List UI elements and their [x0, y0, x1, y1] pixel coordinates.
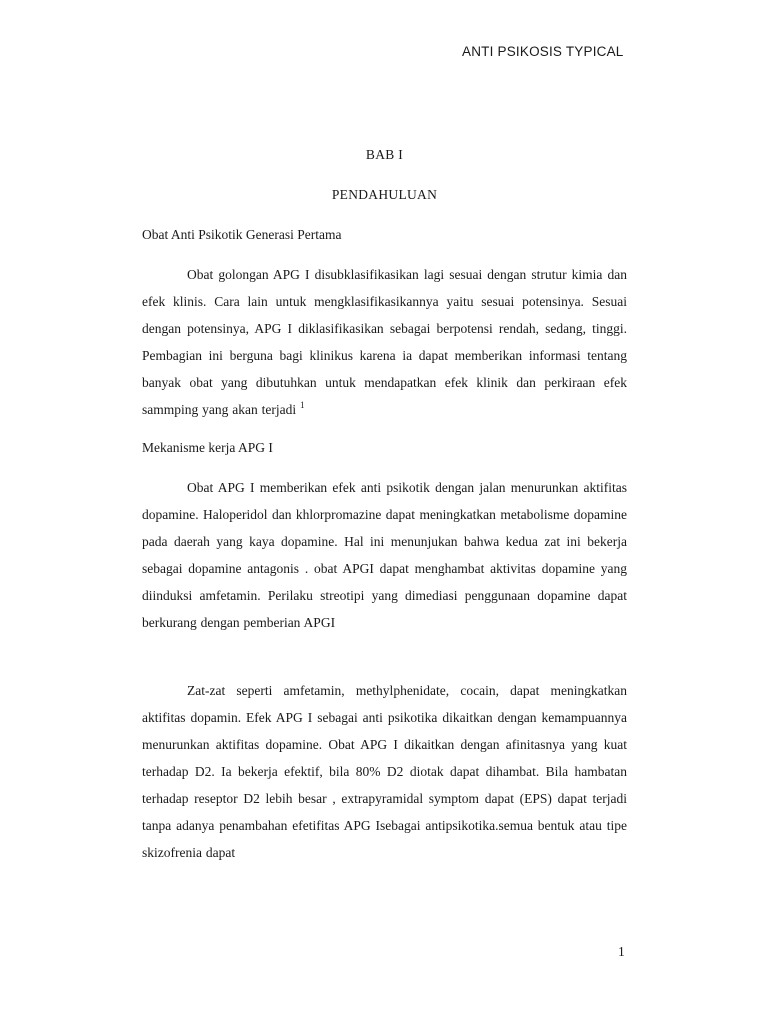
paragraph-classification — [142, 261, 627, 423]
section-heading-apg1: Obat Anti Psikotik Generasi Pertama — [142, 227, 342, 242]
chapter-title: PENDAHULUAN — [331, 187, 438, 202]
paragraph-text: Obat golongan APG I disubklasifikasikan lagi sesuai dengan strutur kimia dan efek klinis. Cara lain untuk mengklasifikasikannya yaitu sesuai potensinya. Sesuai dengan potensinya, APG I diklasifikasikan sebagai berpotensi rendah, sedang, tinggi. Pembagian ini berguna bagi klinikus karena ia dapat memberikan informasi tentang banyak obat yang dibutuhkan untuk mendapatkan efek klinik dan perkiraan efek sammping yang akan terjadi — [142, 267, 627, 417]
paragraph-mechanism: Obat APG I memberikan efek anti psikotik dengan jalan menurunkan aktifitas dopamine. Haloperidol dan khlorpromazine dapat meningkatkan metabolisme dopamine pada daerah yang kaya dopamine. Hal ini menunjukan bahwa kedua zat ini bekerja sebagai dopamine antagonis . obat APGI dapat menghambat aktivitas dopamine yang diinduksi amfetamin. Perilaku streotipi yang dimediasi penggunaan dopamine dapat berkurang dengan pemberian APGI — [142, 480, 627, 630]
section-heading-mechanism: Mekanisme kerja APG I — [142, 440, 273, 455]
chapter-number: BAB I — [365, 147, 404, 162]
page-number: 1 — [618, 944, 625, 959]
running-header: ANTI PSIKOSIS TYPICAL — [462, 44, 624, 59]
paragraph-dopamine-effects: Zat-zat seperti amfetamin, methylphenidate, cocain, dapat meningkatkan aktifitas dopamin. Efek APG I sebagai anti psikotika dikaitkan dengan kemampuannya menurunkan aktifitas dopamine. Obat APG I dikaitkan dengan afinitasnya yang kuat terhadap D2. Ia bekerja efektif, bila 80% D2 diotak dapat dihambat. Bila hambatan terhadap reseptor D2 lebih besar , extrapyramidal symptom dapat (EPS) dapat terjadi tanpa adanya penambahan efetifitas APG Isebagai antipsikotika.semua bentuk atau tipe skizofrenia dapat — [142, 683, 627, 860]
footnote-reference: 1 — [299, 399, 305, 410]
